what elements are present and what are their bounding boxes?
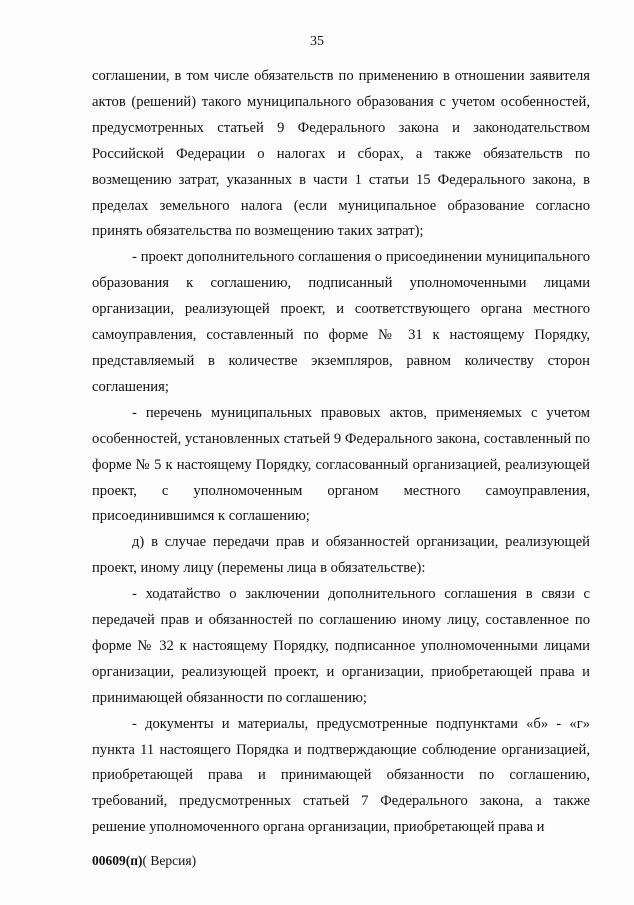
page-number: 35	[310, 34, 324, 49]
document-body	[92, 64, 590, 841]
footer-document-code: 00609(п)	[92, 853, 143, 868]
paragraph-petition: - ходатайство о заключении дополнительного соглашения в связи с передачей прав и обязанностей по соглашению иному лицу, составленное по форме № 32 к настоящему Порядку, подписанное уполномоченными лицами организации, реализующей проект, и организации, приобретающей права и принимающей обязанности по соглашению;	[92, 586, 590, 706]
footer	[92, 853, 196, 869]
paragraph-documents: - документы и материалы, предусмотренные подпунктами «б» - «г» пункта 11 настоящего Порядка и подтверждающие соблюдение организацией, приобретающей права и принимающей обязанности по соглашению, требований, предусмотренных статьей 7 Федерального закона, а также решение уполномоченного органа организации, приобретающей права и	[92, 715, 590, 836]
footer-version: ( Версия)	[142, 853, 197, 868]
paragraph-draft-agreement: - проект дополнительного соглашения о присоединении муниципального образования к соглашению, подписанный уполномоченными лицами организации, реализующей проект, и соответствующего органа местного самоуправления, составленный по форме № 31 к настоящему Порядку, представляемый в количестве экземпляров, равном количеству сторон соглашения;	[92, 249, 590, 395]
paragraph-item-d: д) в случае передачи прав и обязанностей организации, реализующей проект, иному лицу (перемены лица в обязательстве):	[92, 534, 590, 577]
paragraph-continuation: соглашении, в том числе обязательств по применению в отношении заявителя актов (решений) такого муниципального образования с учетом особенностей, предусмотренных статьей 9 Федерального закона и законодательством Российской Федерации о налогах и сборах, а также обязательств по возмещению затрат, указанных в части 1 статьи 15 Федерального закона, в пределах земельного налога (если муниципальное образование согласно принять обязательства по возмещению таких затрат);	[92, 68, 590, 240]
paragraph-municipal-acts-list: - перечень муниципальных правовых актов, применяемых с учетом особенностей, установленных статьей 9 Федерального закона, составленный по форме № 5 к настоящему Порядку, согласованный организацией, реализующей проект, с уполномоченным органом местного самоуправления, присоединившимся к соглашению;	[92, 404, 590, 525]
